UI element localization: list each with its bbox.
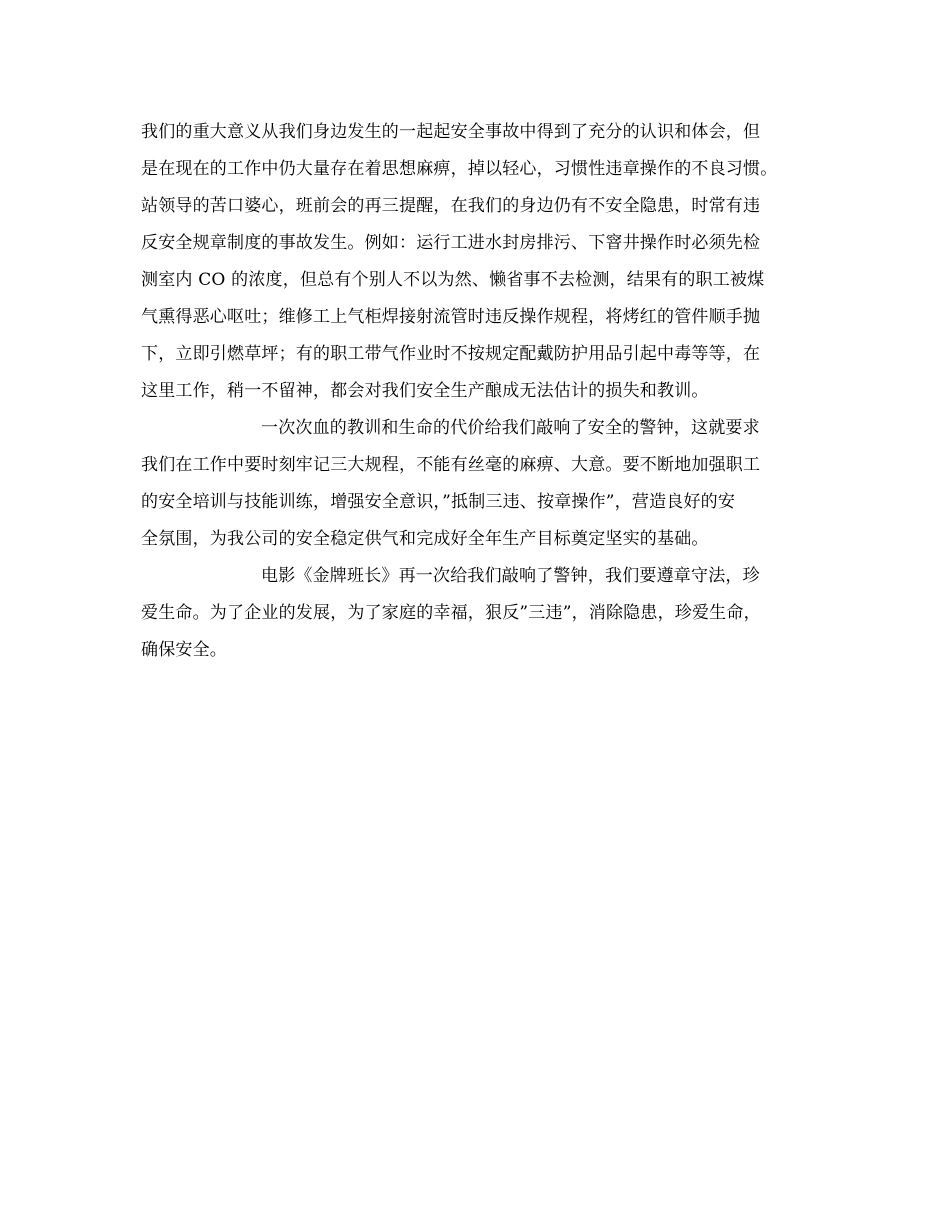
text-line: 站领导的苦口婆心，班前会的再三提醒，在我们的身边仍有不安全隐患，时常有违 — [141, 196, 761, 216]
text-line: 这里工作，稍一不留神，都会对我们安全生产酿成无法估计的损失和教训。 — [141, 381, 709, 401]
text-line: 我们的重大意义从我们身边发生的一起起安全事故中得到了充分的认识和体会，但 — [141, 122, 761, 142]
text-line: 我们在工作中要时刻牢记三大规程，不能有丝毫的麻痹、大意。要不断地加强职工 — [141, 455, 761, 475]
text-line: 测室内 CO 的浓度，但总有个别人不以为然、懒省事不去检测，结果有的职工被煤 — [141, 270, 765, 290]
text-line: 全氛围，为我公司的安全稳定供气和完成好全年生产目标奠定坚实的基础。 — [141, 529, 709, 549]
text-line: 是在现在的工作中仍大量存在着思想麻痹，掉以轻心，习惯性违章操作的不良习惯。 — [141, 159, 778, 179]
text-line: 反安全规章制度的事故发生。例如：运行工进水封房排污、下窨井操作时必须先检 — [141, 233, 761, 253]
document-body — [141, 114, 841, 669]
text-line-indented: 一次次血的教训和生命的代价给我们敲响了安全的警钟，这就要求 — [261, 418, 760, 438]
text-line: 确保安全。 — [141, 640, 227, 660]
text-line: 爱生命。为了企业的发展，为了家庭的幸福，狠反”三违”，消除隐患，珍爱生命， — [141, 603, 761, 623]
text-line: 下，立即引燃草坪；有的职工带气作业时不按规定配戴防护用品引起中毒等等，在 — [141, 344, 761, 364]
text-line: 的安全培训与技能训练，增强安全意识，”抵制三违、按章操作”，营造良好的安 — [141, 492, 736, 512]
text-line: 气熏得恶心呕吐；维修工上气柜焊接射流管时违反操作规程，将烤红的管件顺手抛 — [141, 307, 761, 327]
text-line-indented: 电影《金牌班长》再一次给我们敲响了警钟，我们要遵章守法，珍 — [261, 566, 760, 586]
